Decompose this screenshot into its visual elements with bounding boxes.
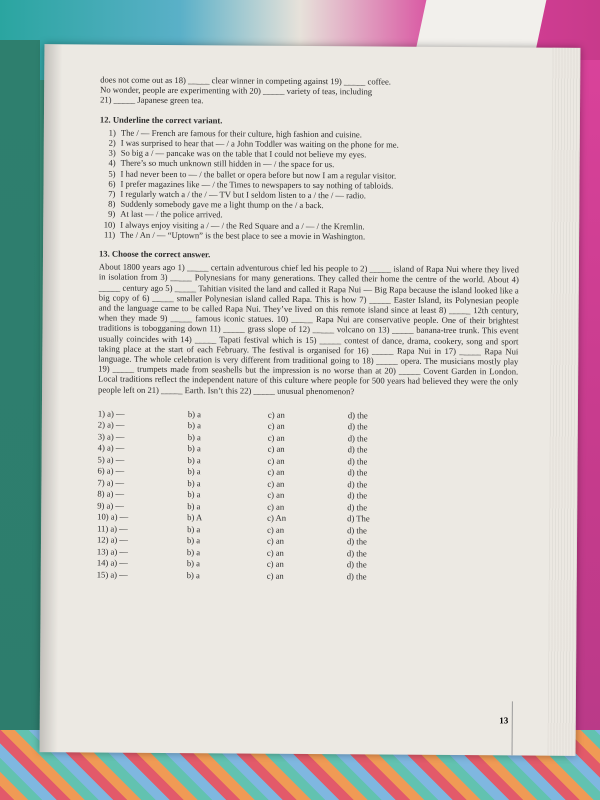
answer-option: b) a [187, 420, 201, 431]
answer-option: b) a [187, 455, 201, 466]
item-text: I had never been to — / the ballet or opera before but now I am a regular visitor. [120, 168, 397, 181]
answer-option: 12) a) — [96, 534, 129, 546]
answer-option: c) an [267, 524, 285, 535]
answer-option: b) a [187, 432, 201, 443]
item-text: So big a / — pancake was on the table that I could not believe my eyes. [120, 147, 367, 160]
item-number: 10) [103, 219, 116, 230]
answer-option: 10) a) — [97, 511, 129, 523]
answer-option: d) the [347, 410, 368, 421]
answer-option: d) the [347, 433, 368, 444]
item-number: 8) [108, 198, 116, 209]
intro-line: does not come out as 18) _____ clear winner in competing against 19) _____ coffee. [100, 74, 392, 87]
answer-option: d) the [347, 502, 368, 513]
answer-option: d) the [347, 479, 368, 490]
answer-option: b) a [186, 547, 201, 558]
answer-option: b) a [186, 558, 201, 569]
answer-option: c) an [267, 432, 285, 443]
item-text: The / — French are famous for their culture, high fashion and cuisine. [120, 127, 362, 140]
answer-option: c) an [266, 536, 284, 547]
answer-option: c) an [267, 455, 285, 466]
answer-option: b) A [187, 512, 203, 523]
exercise-13-title: 13. Choose the correct answer. [98, 248, 211, 260]
answer-option: 6) a) — [97, 465, 125, 477]
exercise-13-text: About 1800 years ago 1) _____ certain adventurous chief led his people to 2) _____ island of Rapa Nui where they lived in isolation from 3) _____ Polynesians for many generations. They called their home the centre of the world. About 4) _____ century ago 5) _____ Tahitian visited the land and called it Rapa Nui — Big Rapa because the island looked like a big copy of 6) _____ smaller Polynesian island called Rapa. This is how 7) _____ Easter Island, its Polynesian people and the language came to be called Rapa Nui. They’ve lived on this remote island since at least 8) _____ 12th century, when they made 9) _____ famous iconic statues. 10) _____ Rapa Nui are conservative people. One of their brightest traditions is tobogganing down 11) _____ grass slope of 12) _____ volcano on 13) _____ banana-tree trunk. This event usually coincides with 14) _____ Tapati festival which is 15) _____ contest of dance, drama, cookery, song and sport taking place at the start of each February. The festival is organised for 16) _____ Rapa Nui in 17) _____ Rapa Nui language. The whole celebration is very different from traditional going to 18) _____ opera. The musicians mostly play 19) _____ trumpets made from seashells but the impression is no worse than at 20) _____ Covent Garden in London. Local traditions reflect the independent nature of this culture where people for 500 years had believed they were the only people left on 21) _____ Earth. Isn’t this 22) _____ unusual phenomenon? [98, 261, 519, 396]
answer-option: 1) a) — [97, 408, 125, 419]
answer-option: 15) a) — [96, 569, 128, 580]
answer-options-table [97, 408, 518, 582]
answer-option: b) a [187, 443, 201, 454]
item-number: 3) [108, 147, 116, 158]
answer-option: d) the [347, 421, 368, 432]
answer-option: c) an [266, 559, 284, 570]
page-number: 13 [499, 715, 509, 726]
item-number: 1) [108, 127, 116, 138]
answer-option: b) a [187, 501, 201, 512]
answer-option: c) an [267, 501, 285, 512]
answer-option: b) a [186, 570, 200, 581]
answer-option: c) an [267, 490, 285, 501]
answer-option: d) the [346, 548, 367, 559]
answer-option: d) The [347, 513, 370, 524]
answer-option: c) an [267, 478, 285, 489]
answer-option: d) the [347, 456, 368, 467]
item-number: 7) [108, 188, 116, 199]
item-number: 6) [108, 178, 116, 189]
exercise-12-item [99, 229, 519, 242]
answer-option: c) an [267, 467, 285, 478]
answer-option: d) the [346, 571, 367, 582]
item-text: Suddenly somebody gave me a light thump on the / a back. [120, 198, 324, 211]
answer-option: d) the [346, 559, 367, 570]
answer-option: b) a [187, 409, 202, 420]
answer-option: d) the [346, 536, 367, 547]
answer-option: 11) a) — [97, 523, 128, 534]
answer-option: d) the [347, 444, 368, 455]
answer-option: 14) a) — [96, 557, 128, 569]
answer-option: 5) a) — [97, 454, 125, 465]
book-page [40, 44, 581, 756]
answer-option: 8) a) — [97, 488, 125, 500]
answer-option: b) a [187, 466, 201, 477]
item-text: The / An / — “Uptown” is the best place to see a movie in Washington. [120, 229, 366, 242]
intro-text [100, 75, 520, 109]
answer-option: d) the [347, 525, 367, 536]
page-spine-shadow [40, 44, 63, 752]
answer-option: 7) a) — [97, 477, 125, 488]
item-text: There’s so much unknown still hidden in — / the space for us. [120, 158, 335, 170]
answer-option: c) an [267, 409, 285, 420]
page-content [97, 75, 521, 583]
item-text: I always enjoy visiting a / — / the Red Square and a / — / the Kremlin. [120, 219, 365, 232]
item-text: At last — / the police arrived. [120, 209, 223, 220]
answer-option: b) a [187, 478, 201, 489]
page-divider-line [512, 701, 513, 755]
item-text: I regularly watch a / the / — TV but I seldom listen to a / the / — radio. [120, 188, 366, 201]
answer-option: b) a [187, 489, 201, 500]
answer-option: c) An [267, 513, 287, 524]
answer-option: c) an [266, 547, 284, 558]
item-text: I prefer magazines like — / the Times to newspapers to say nothing of tabloids. [120, 178, 394, 191]
answer-option: c) an [266, 570, 284, 581]
item-number: 9) [108, 209, 116, 220]
background-left [0, 40, 40, 760]
exercise-12-list [99, 127, 520, 242]
answer-option: b) a [186, 535, 201, 546]
answer-option: d) the [347, 490, 368, 501]
intro-line: No wonder, people are experimenting with 20) _____ variety of teas, including [100, 84, 373, 97]
answer-option: d) the [347, 467, 368, 478]
item-text: I was surprised to hear that — / a John Toddler was waiting on the phone for me. [120, 137, 399, 150]
answer-option: c) an [267, 444, 285, 455]
answer-option: 9) a) — [97, 500, 125, 511]
item-number: 11) [103, 229, 116, 240]
answer-option: 13) a) — [96, 546, 129, 557]
page-edge [548, 48, 581, 756]
exercise-12-title: 12. Underline the correct variant. [99, 114, 223, 125]
answer-option: 4) a) — [97, 442, 125, 454]
answer-option: 3) a) — [97, 431, 125, 442]
item-number: 2) [108, 137, 116, 148]
intro-line: 21) _____ Japanese green tea. [100, 94, 204, 106]
item-number: 5) [108, 168, 116, 179]
answer-option: b) a [187, 524, 201, 535]
answer-option: c) an [267, 421, 285, 432]
item-number: 4) [108, 158, 116, 169]
answer-option: 2) a) — [97, 419, 125, 431]
